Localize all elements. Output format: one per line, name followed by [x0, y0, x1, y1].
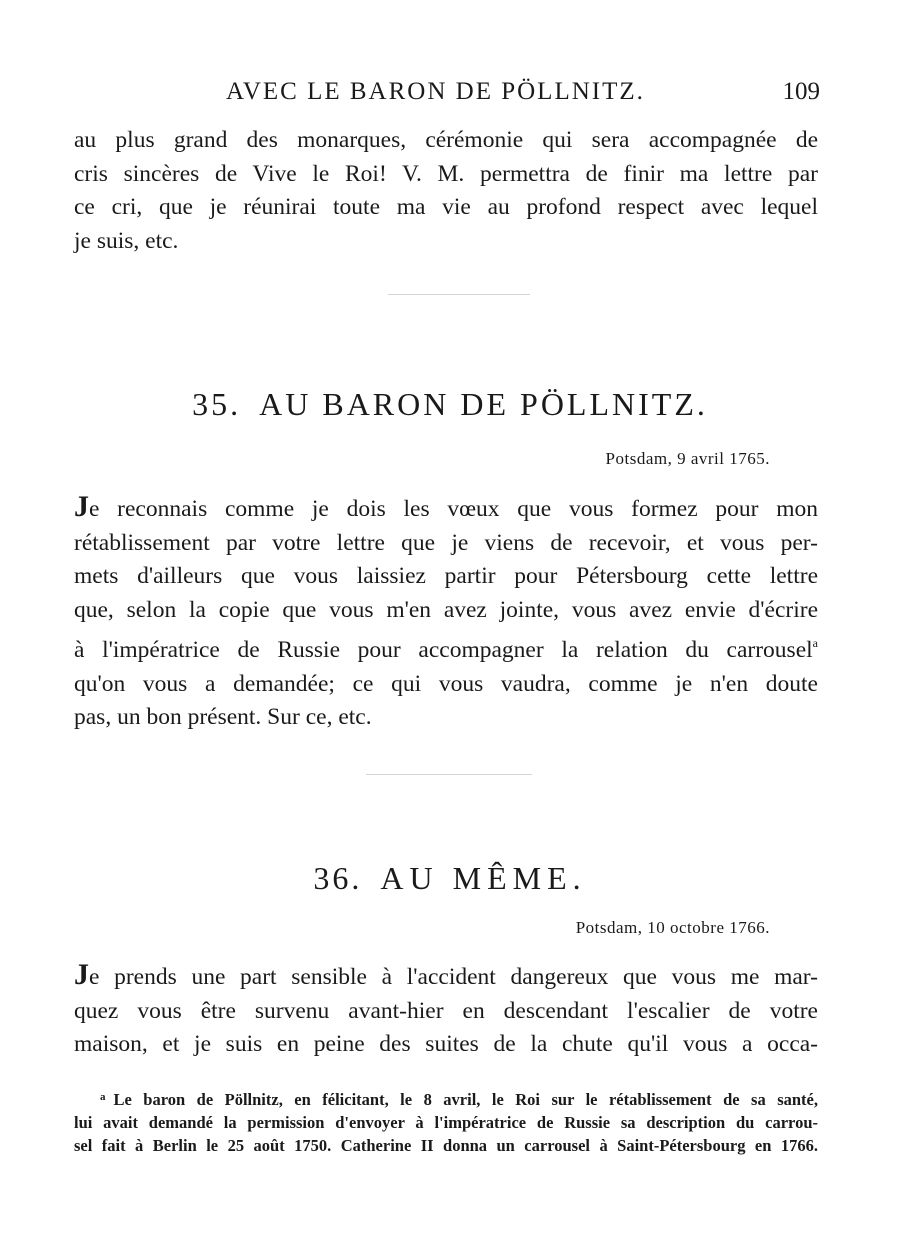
- section-divider: [388, 294, 530, 295]
- line-text: à l'impératrice de Russie pour accompagner la relation du carrousel: [74, 637, 813, 663]
- footnote-marker: a: [100, 1091, 106, 1103]
- text-line: que, selon la copie que vous m'en avez jointe, vous avez envie d'écrire: [74, 596, 818, 623]
- text-line: ce cri, que je réunirai toute ma vie au profond respect avec lequel: [74, 194, 818, 220]
- continuation-text: [74, 124, 818, 258]
- text-line: je suis, etc.: [74, 227, 179, 254]
- text-line: [74, 958, 818, 995]
- letter-36-dateline: Potsdam, 10 octobre 1766.: [575, 918, 770, 937]
- footnotes: [74, 1086, 818, 1157]
- text-line: qu'on vous a demandée; ce qui vous vaudra, comme je n'en doute: [74, 670, 818, 697]
- text-line: quez vous être survenu avant-hier en descendant l'escalier de votre: [74, 997, 818, 1024]
- drop-cap: J: [74, 490, 89, 523]
- first-line-text: e reconnais comme je dois les vœux que vous formez pour mon: [89, 496, 818, 522]
- text-line: rétablissement par votre lettre que je viens de recevoir, et vous per-: [74, 529, 818, 556]
- letter-36-heading: [0, 860, 900, 897]
- text-line: cris sincères de Vive le Roi! V. M. permettra de finir ma lettre par: [74, 160, 818, 187]
- text-line: mets d'ailleurs que vous laissiez partir pour Pétersbourg cette lettre: [74, 563, 818, 589]
- letter-35-dateline: Potsdam, 9 avril 1765.: [605, 449, 770, 468]
- letter-35-body: [74, 490, 818, 735]
- text-line: maison, et je suis en peine des suites de la chute qu'il vous a occa-: [74, 1031, 818, 1057]
- running-title: AVEC LE BARON DE PÖLLNITZ.: [226, 78, 645, 105]
- footnote-line: lui avait demandé la permission d'envoyer à l'impératrice de Russie sa description du carrou-: [74, 1113, 818, 1132]
- footnote-reference: a: [812, 636, 818, 650]
- letter-number: 36.: [313, 860, 363, 896]
- letter-36-body: [74, 958, 818, 1062]
- text-line: [74, 627, 818, 668]
- letter-number: 35.: [192, 386, 242, 422]
- page-number: 109: [782, 78, 820, 105]
- footnote-text: Le baron de Pöllnitz, en félicitant, le 8 avril, le Roi sur le rétablissement de sa santé,: [113, 1090, 818, 1109]
- text-line: pas, un bon présent. Sur ce, etc.: [74, 704, 372, 730]
- footnote-line: [74, 1086, 818, 1111]
- text-line: [74, 490, 818, 527]
- letter-title: AU MÊME.: [380, 860, 587, 896]
- letter-title: AU BARON DE PÖLLNITZ.: [259, 386, 708, 422]
- footnote-line: sel fait à Berlin le 25 août 1750. Catherine II donna un carrousel à Saint-Pétersbourg en 1766.: [74, 1136, 818, 1155]
- first-line-text: e prends une part sensible à l'accident dangereux que vous me mar-: [89, 964, 818, 990]
- drop-cap: J: [74, 958, 89, 991]
- letter-35-heading: [0, 386, 900, 423]
- text-line: au plus grand des monarques, cérémonie qui sera accompagnée de: [74, 127, 818, 153]
- section-divider: [366, 774, 532, 775]
- running-head: [72, 78, 832, 114]
